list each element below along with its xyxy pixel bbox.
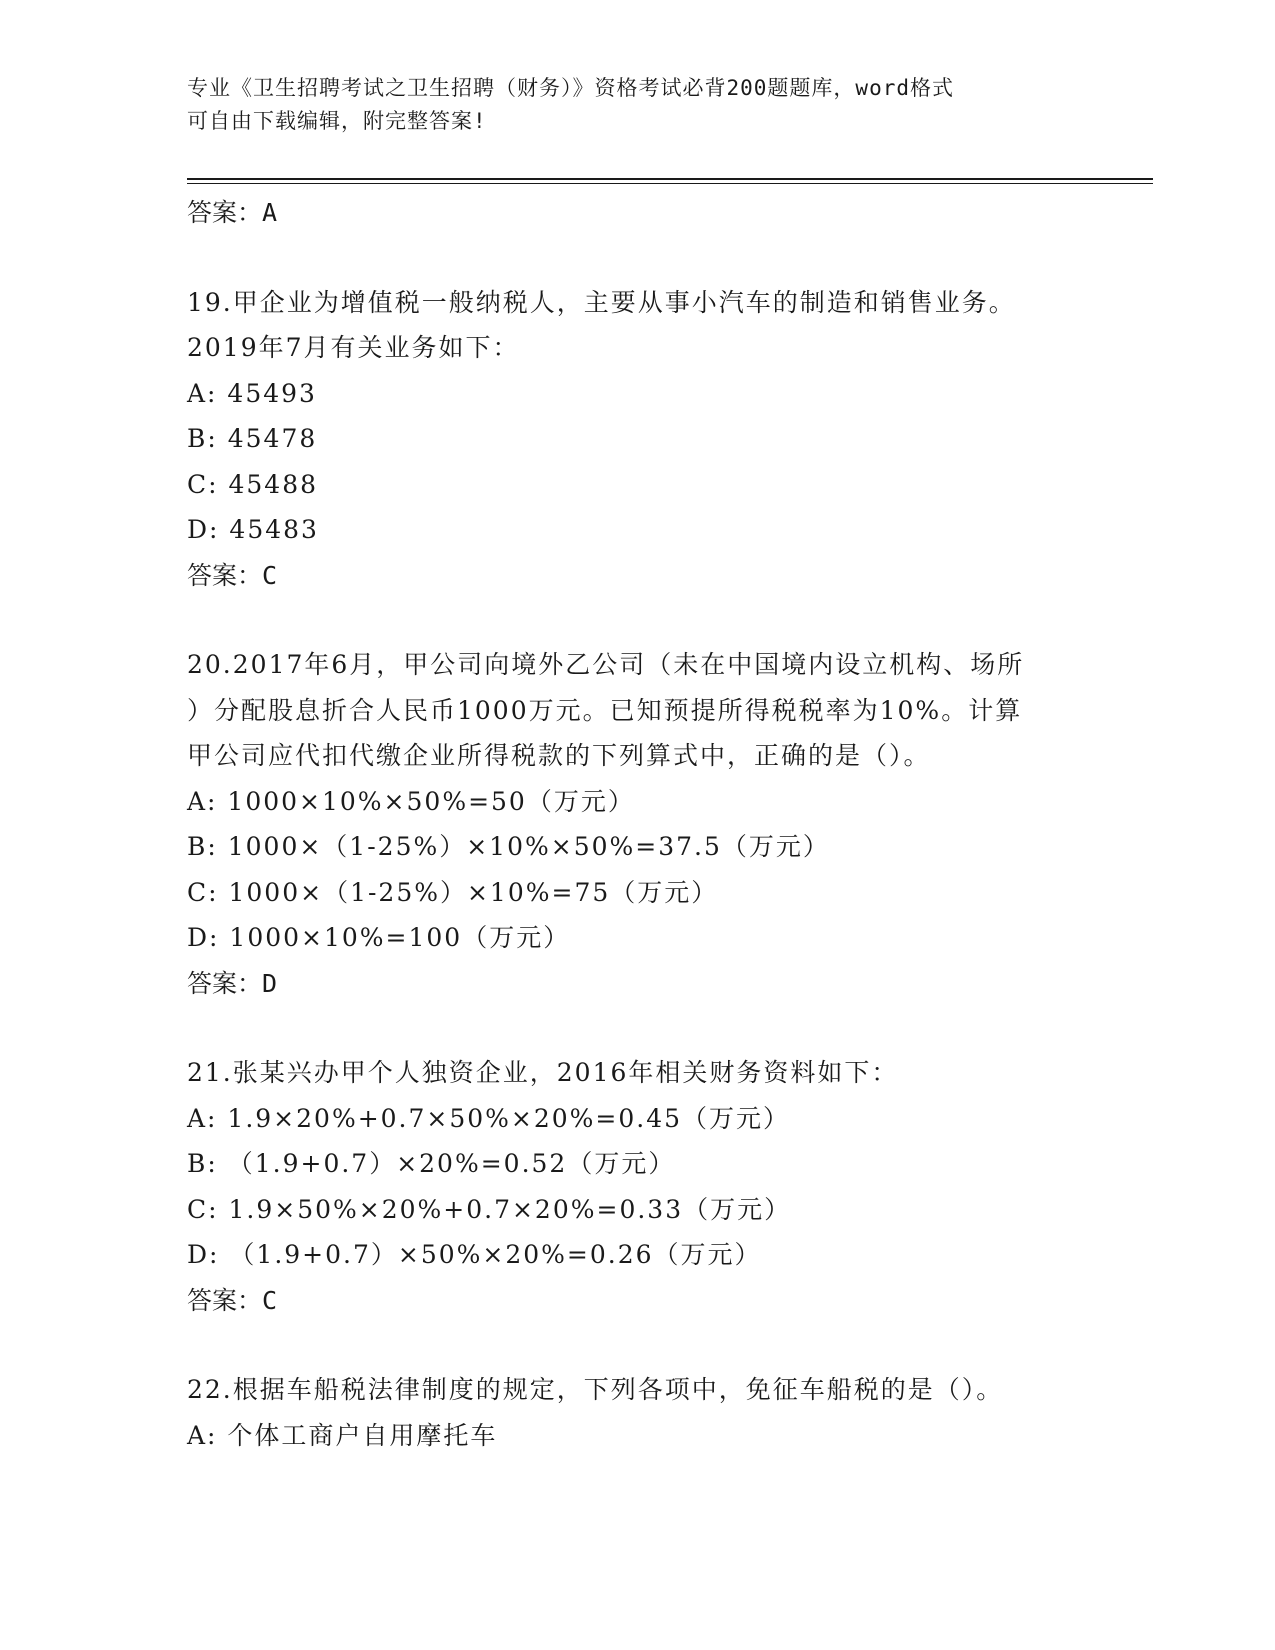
question-20: [187, 642, 1087, 1006]
option-a: A: 1000×10%×50%=50（万元）: [187, 786, 635, 816]
question-text: 甲公司应代扣代缴企业所得税款的下列算式中，正确的是（）。: [187, 741, 931, 770]
question-text: 19.甲企业为增值税一般纳税人，主要从事小汽车的制造和销售业务。: [187, 287, 1016, 317]
question-text: 22.根据车船税法律制度的规定，下列各项中，免征车船税的是（）。: [187, 1375, 1004, 1404]
option-a: A: 1.9×20%+0.7×50%×20%=0.45（万元）: [187, 1103, 791, 1133]
spacer: [187, 598, 1087, 642]
spacer: [187, 1006, 1087, 1050]
option-c: C: 45488: [187, 469, 319, 499]
question-text: 20.2017年6月，甲公司向境外乙公司（未在中国境内设立机构、场所: [187, 650, 1025, 679]
question-22: [187, 1367, 1087, 1458]
header-divider: [187, 178, 1153, 180]
option-a: A: 个体工商户自用摩托车: [187, 1420, 498, 1450]
option-b: B: 1000×（1-25%）×10%×50%=37.5（万元）: [187, 832, 830, 861]
question-list: [187, 190, 1087, 1458]
question-text: 21.张某兴办甲个人独资企业，2016年相关财务资料如下：: [187, 1058, 899, 1087]
question-text: 2019年7月有关业务如下：: [187, 333, 520, 362]
question-21: [187, 1050, 1087, 1323]
header-divider-thin: [187, 183, 1153, 184]
question-19: [187, 280, 1087, 599]
question-text: ）分配股息折合人民币1000万元。已知预提所得税税率为10%。计算: [187, 695, 1023, 725]
option-d: D: 1000×10%=100（万元）: [187, 923, 571, 952]
option-c: C: 1.9×50%×20%+0.7×20%=0.33（万元）: [187, 1194, 792, 1224]
option-b: B: （1.9+0.7）×20%=0.52（万元）: [187, 1149, 676, 1178]
previous-answer: 答案：A: [187, 198, 278, 227]
header-line-1: 专业《卫生招聘考试之卫生招聘（财务）》资格考试必背200题题库，word格式: [187, 76, 954, 100]
answer: 答案：C: [187, 560, 278, 590]
answer: 答案：C: [187, 1285, 278, 1315]
option-d: D: （1.9+0.7）×50%×20%=0.26（万元）: [187, 1240, 762, 1269]
spacer: [187, 1323, 1087, 1367]
spacer: [187, 236, 1087, 280]
option-b: B: 45478: [187, 424, 318, 453]
answer: 答案：D: [187, 968, 278, 998]
document-header: [187, 72, 1067, 138]
header-line-2: 可自由下载编辑，附完整答案!: [187, 109, 487, 133]
option-c: C: 1000×（1-25%）×10%=75（万元）: [187, 877, 719, 907]
option-d: D: 45483: [187, 515, 319, 544]
option-a: A: 45493: [187, 378, 317, 408]
